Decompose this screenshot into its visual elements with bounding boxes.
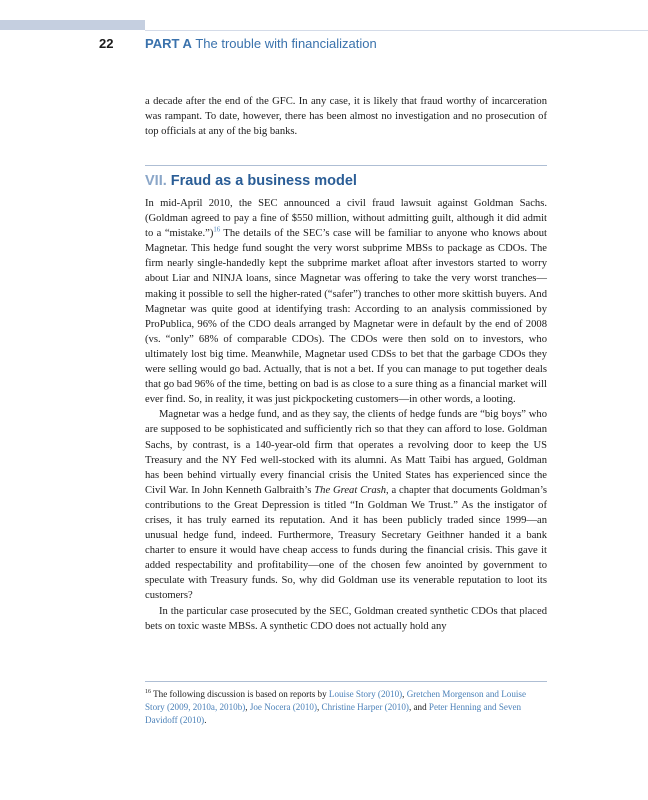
- reference-link[interactable]: Gretchen Morgenson and Louise Story (2009, 2010a, 2010b): [145, 689, 526, 712]
- reference-link[interactable]: Christine Harper (2010): [321, 702, 409, 712]
- paragraph-2-text-b: , a chapter that documents Goldman’s contributions to the Great Depression is titled “In Goldman We Trust.” As the instigator of crises, it has truly earned its reputation. And it has been publicly traded since 1999—an unusual hedge fund, indeed. Furthermore, Treasury Secretary Geithner handed it a bank charter to ensure it would have cheap access to funds during the financial crisis. This gave it added respectability and profitability—one of the chosen few anointed by government to speculate with Treasury funds. So, why did Goldman use its venerable reputation to loot its customers?: [145, 484, 548, 602]
- footnote-reference-16[interactable]: 16: [213, 226, 221, 234]
- book-title: The Great Crash: [314, 484, 387, 496]
- part-label: PART A: [145, 36, 192, 51]
- reference-link[interactable]: Joe Nocera (2010): [249, 702, 317, 712]
- paragraph-1-text-a: In mid-April 2010, the SEC announced a civil fraud lawsuit against Goldman Sachs. (Goldman agreed to pay a fine of $550 million, without admitting guilt, although it did admit to a “mistake.”): [145, 198, 547, 240]
- section-body: [145, 196, 547, 634]
- footnote-separator: , and: [408, 702, 429, 712]
- part-title: The trouble with financialization: [195, 36, 377, 51]
- footnote-separator: ,: [245, 702, 250, 712]
- paragraph-1-text-b: The details of the SEC’s case will be familiar to anyone who knows about Magnetar. This hedge fund sought the very worst subprime MBSs to package as CDOs. The firm nearly single-handedly kept the subprime market afloat after investors started to worry about Liar and NINJA loans, since Magnetar was offering to take the very worst tranches—making it possible to sell the higher-rated (“safer”) tranches to other more skittish buyers. And Magnetar was quite good at identifying trash: According to an analysis commissioned by ProPublica, 96% of the CDO deals arranged by Magnetar were in default by the end of 2008 (vs. “only” 68% of comparable CDOs). The CDOs were then sold on to investors, who ultimately lost big time. Meanwhile, Magnetar used CDSs to bet that the garbage CDOs they were selling would go bad. Actually, that is not a bet. If you can manage to put together deals that go bad 96% of the time, betting on bad is as close to a sure thing as a financial market will ever find. So, in reality, it was just pickpocketing customers—in other words, a looting.: [145, 228, 547, 406]
- footnote-mark: 16: [145, 688, 151, 695]
- paragraph-2: [145, 407, 547, 603]
- page-number: 22: [99, 36, 114, 51]
- footnote-separator: ,: [402, 689, 407, 699]
- paragraph-1: [145, 196, 547, 407]
- paragraph-3: In the particular case prosecuted by the SEC, Goldman created synthetic CDOs that placed bets on toxic waste MBSs. A synthetic CDO does not actually hold any: [145, 605, 547, 632]
- reference-link[interactable]: Peter Henning and Seven Davidoff (2010): [145, 702, 522, 725]
- section-title: Fraud as a business model: [170, 173, 357, 189]
- running-head: [145, 36, 377, 51]
- intro-block: [145, 94, 547, 139]
- section-number: VII.: [145, 173, 167, 189]
- footnote-block: [145, 688, 547, 727]
- reference-link[interactable]: Louise Story (2010): [328, 689, 403, 699]
- footnote-lead: The following discussion is based on reports by: [153, 689, 329, 699]
- section-heading: [145, 173, 357, 189]
- header-accent-bar: [0, 20, 145, 30]
- header-rule: [145, 30, 648, 31]
- footnote-rule: [145, 681, 547, 682]
- section-rule: [145, 165, 547, 166]
- paragraph-2-text-a: Magnetar was a hedge fund, and as they say, the clients of hedge funds are “big boys” who are supposed to be sophisticated and sufficiently rich so that they can afford to lose. Goldman Sachs, by contrast, is a 140-year-old firm that operates a revolving door to keep the US Treasury and the NY Fed well-stocked with its alumni. As Matt Taibi has argued, Goldman has been behind virtually every financial crisis the United States has experienced since the Civil War. In John Kenneth Galbraith’s: [145, 409, 547, 496]
- footnote-16: [145, 688, 547, 727]
- footnote-end: .: [204, 715, 207, 725]
- intro-paragraph: a decade after the end of the GFC. In any case, it is likely that fraud worthy of incarceration was rampant. To date, however, there has been almost no investigation and no prosecution of top officials at any of the big banks.: [145, 96, 547, 138]
- footnote-separator: ,: [317, 702, 322, 712]
